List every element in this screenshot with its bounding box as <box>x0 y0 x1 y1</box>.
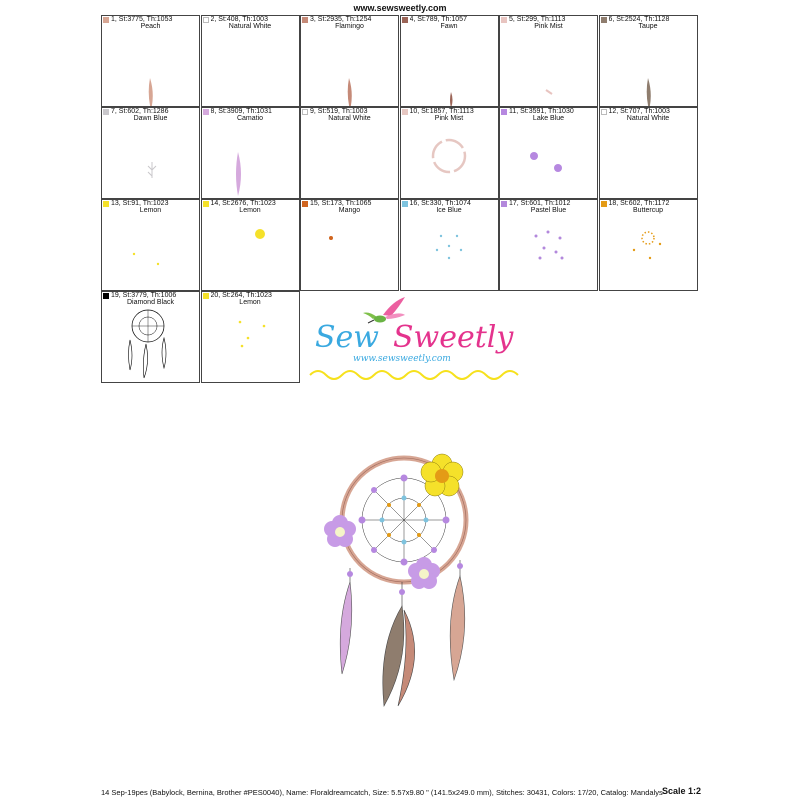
thread-name: Natural White <box>328 115 371 122</box>
color-step-cell <box>201 199 300 291</box>
color-step-cell <box>599 107 698 199</box>
color-step-cell <box>499 199 598 291</box>
thread-name: Pastel Blue <box>530 207 567 214</box>
color-step-cell <box>300 107 399 199</box>
step-info: 6, St:2524, Th:1128 <box>608 16 670 23</box>
step-preview <box>500 122 597 198</box>
step-preview <box>202 30 299 106</box>
scale-label: Scale 1:2 <box>661 786 701 796</box>
color-step-cell <box>300 15 399 107</box>
step-info: 18, St:602, Th:1172 <box>608 200 670 207</box>
step-info: 13, St:91, Th:1023 <box>111 200 169 207</box>
color-step-cell <box>599 15 698 107</box>
step-info: 17, St:601, Th:1012 <box>509 200 571 207</box>
thread-name: Pink Mist <box>534 23 563 30</box>
purple-flower-icon <box>408 557 440 589</box>
step-preview <box>401 30 498 106</box>
thread-name: Diamond Black <box>126 299 175 306</box>
color-step-cell <box>400 15 499 107</box>
step-info: 19, St:3779, Th:1006 <box>111 292 177 299</box>
step-preview <box>500 214 597 290</box>
step-preview <box>102 30 199 106</box>
step-preview <box>301 30 398 106</box>
thread-name: Natural White <box>228 23 272 30</box>
step-preview <box>102 306 199 382</box>
color-step-cell <box>101 15 200 107</box>
thread-name: Lemon <box>239 299 261 306</box>
thread-name: Flamingo <box>335 23 364 30</box>
step-preview <box>600 30 697 106</box>
step-info: 3, St:2935, Th:1254 <box>310 16 372 23</box>
color-step-cell <box>599 199 698 291</box>
purple-flower-icon <box>324 515 356 547</box>
thread-name: Lemon <box>139 207 162 214</box>
step-preview <box>500 30 597 106</box>
color-step-cell <box>300 199 399 291</box>
step-info: 4, St:789, Th:1057 <box>409 16 467 23</box>
color-step-cell <box>400 199 499 291</box>
svg-text:Sew: Sew <box>315 320 379 355</box>
color-step-cell <box>101 107 200 199</box>
step-info: 12, St:707, Th:1003 <box>608 108 670 115</box>
step-preview <box>102 214 199 290</box>
step-info: 2, St:408, Th:1003 <box>210 16 268 23</box>
thread-name: Natural White <box>626 115 670 122</box>
thread-name: Taupe <box>638 23 658 30</box>
thread-name: Pink Mist <box>434 115 464 122</box>
step-preview <box>401 122 498 198</box>
step-info: 7, St:602, Th:1286 <box>111 108 169 115</box>
step-preview <box>600 122 697 198</box>
step-info: 11, St:3591, Th:1030 <box>509 108 574 115</box>
thread-name: Mango <box>338 207 361 214</box>
color-step-cell <box>101 199 200 291</box>
svg-text:Sweetly: Sweetly <box>393 320 514 355</box>
step-info: 1, St:3775, Th:1053 <box>111 16 173 23</box>
thread-name: Lake Blue <box>532 115 565 122</box>
step-preview <box>301 214 398 290</box>
thread-name: Ice Blue <box>436 207 462 214</box>
step-info: 5, St:299, Th:1113 <box>509 16 566 23</box>
color-step-cell <box>400 107 499 199</box>
step-preview <box>202 306 299 382</box>
color-step-cell <box>201 15 300 107</box>
thread-name: Camatio <box>236 115 264 122</box>
step-info: 8, St:3909, Th:1031 <box>210 108 272 115</box>
footer-info: 14 Sep-19pes (Babylock, Bernina, Brother #PES0040), Name: Floraldreamcatch, Size: 5.57x9.80 " (141.5x249.0 mm), Stitches: 30431, Colors: 17/20, Catalog: Mandalys <box>101 788 663 797</box>
step-info: 10, St:1857, Th:1113 <box>409 108 474 115</box>
color-step-cell <box>201 107 300 199</box>
color-step-cell <box>201 291 300 383</box>
logo-url: www.sewsweetly.com <box>353 354 451 364</box>
thread-name: Fawn <box>440 23 458 30</box>
step-info: 16, St:330, Th:1074 <box>409 200 471 207</box>
site-url: www.sewsweetly.com <box>353 3 447 13</box>
color-step-cell <box>101 291 200 383</box>
step-info: 20, St:264, Th:1023 <box>210 292 272 299</box>
step-preview <box>202 122 299 198</box>
step-info: 14, St:2676, Th:1023 <box>210 200 276 207</box>
sew-sweetly-logo <box>305 295 535 385</box>
color-step-cell <box>499 15 598 107</box>
thread-name: Peach <box>140 23 161 30</box>
thread-name: Lemon <box>239 207 261 214</box>
step-preview <box>102 122 199 198</box>
thread-name: Buttercup <box>633 207 663 214</box>
feather-icon <box>340 576 465 706</box>
color-step-cell <box>499 107 598 199</box>
dreamcatcher-design <box>310 450 510 710</box>
thread-name: Dawn Blue <box>133 115 168 122</box>
step-info: 15, St:173, Th:1065 <box>310 200 372 207</box>
step-preview <box>301 122 398 198</box>
step-preview <box>202 214 299 290</box>
step-info: 9, St:519, Th:1003 <box>310 108 368 115</box>
step-preview <box>401 214 498 290</box>
step-preview <box>600 214 697 290</box>
